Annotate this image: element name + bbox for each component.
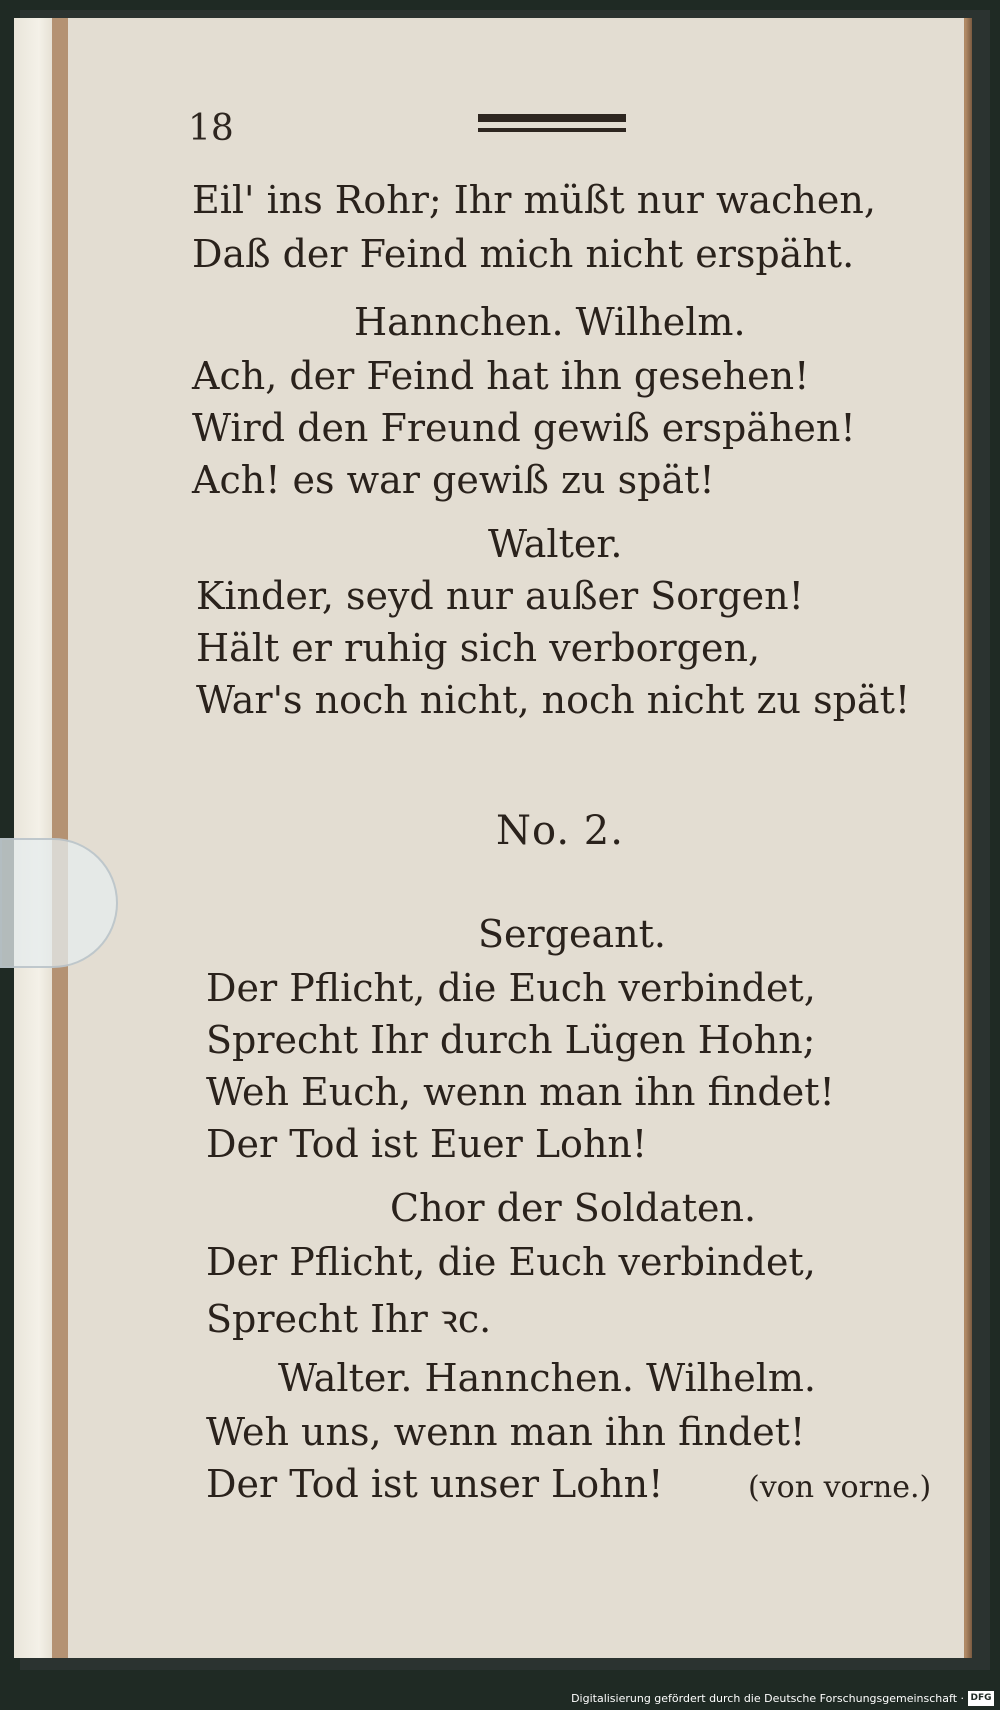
verse-line: Der Tod ist unser Lohn!	[206, 1462, 664, 1506]
verse-line: Der Pflicht, die Euch verbindet,	[206, 1240, 816, 1284]
footer-bar	[0, 1688, 1000, 1710]
page-number: 18	[188, 108, 234, 149]
verse-line: Hält er ruhig sich verborgen,	[196, 626, 761, 670]
verse-line: Ach, der Feind hat ihn gesehen!	[192, 354, 810, 398]
speaker-heading: Walter. Hannchen. Wilhelm.	[278, 1356, 817, 1400]
verse-line: Weh Euch, wenn man ihn findet!	[206, 1070, 835, 1114]
speaker-heading: Chor der Soldaten.	[390, 1186, 757, 1230]
verse-line: Ach! es war gewiß zu spät!	[192, 458, 715, 502]
verse-line: War's noch nicht, noch nicht zu spät!	[196, 678, 911, 722]
stage-direction: (von vorne.)	[748, 1470, 932, 1505]
verse-line: Sprecht Ihr durch Lügen Hohn;	[206, 1018, 816, 1062]
speaker-heading: Hannchen. Wilhelm.	[354, 300, 746, 344]
speaker-heading: Sergeant.	[478, 912, 666, 956]
verse-line: Weh uns, wenn man ihn findet!	[206, 1410, 806, 1454]
dfg-logo: DFG	[968, 1691, 994, 1706]
verse-line: Der Tod ist Euer Lohn!	[206, 1122, 648, 1166]
section-heading: No. 2.	[496, 808, 624, 854]
funding-credit: Digitalisierung gefördert durch die Deutsche Forschungsgemeinschaft ·	[571, 1692, 964, 1705]
verse-line: Kinder, seyd nur außer Sorgen!	[196, 574, 804, 618]
verse-line: Sprecht Ihr ꝛc.	[206, 1297, 492, 1341]
verse-line: Daß der Feind mich nicht erspäht.	[192, 232, 855, 276]
speaker-heading: Walter.	[488, 522, 623, 566]
verse-line: Der Pflicht, die Euch verbindet,	[206, 966, 816, 1010]
header-rule	[478, 114, 626, 136]
verse-line: Eil' ins Rohr; Ihr müßt nur wachen,	[192, 178, 876, 222]
verse-line: Wird den Freund gewiß erspähen!	[192, 406, 856, 450]
